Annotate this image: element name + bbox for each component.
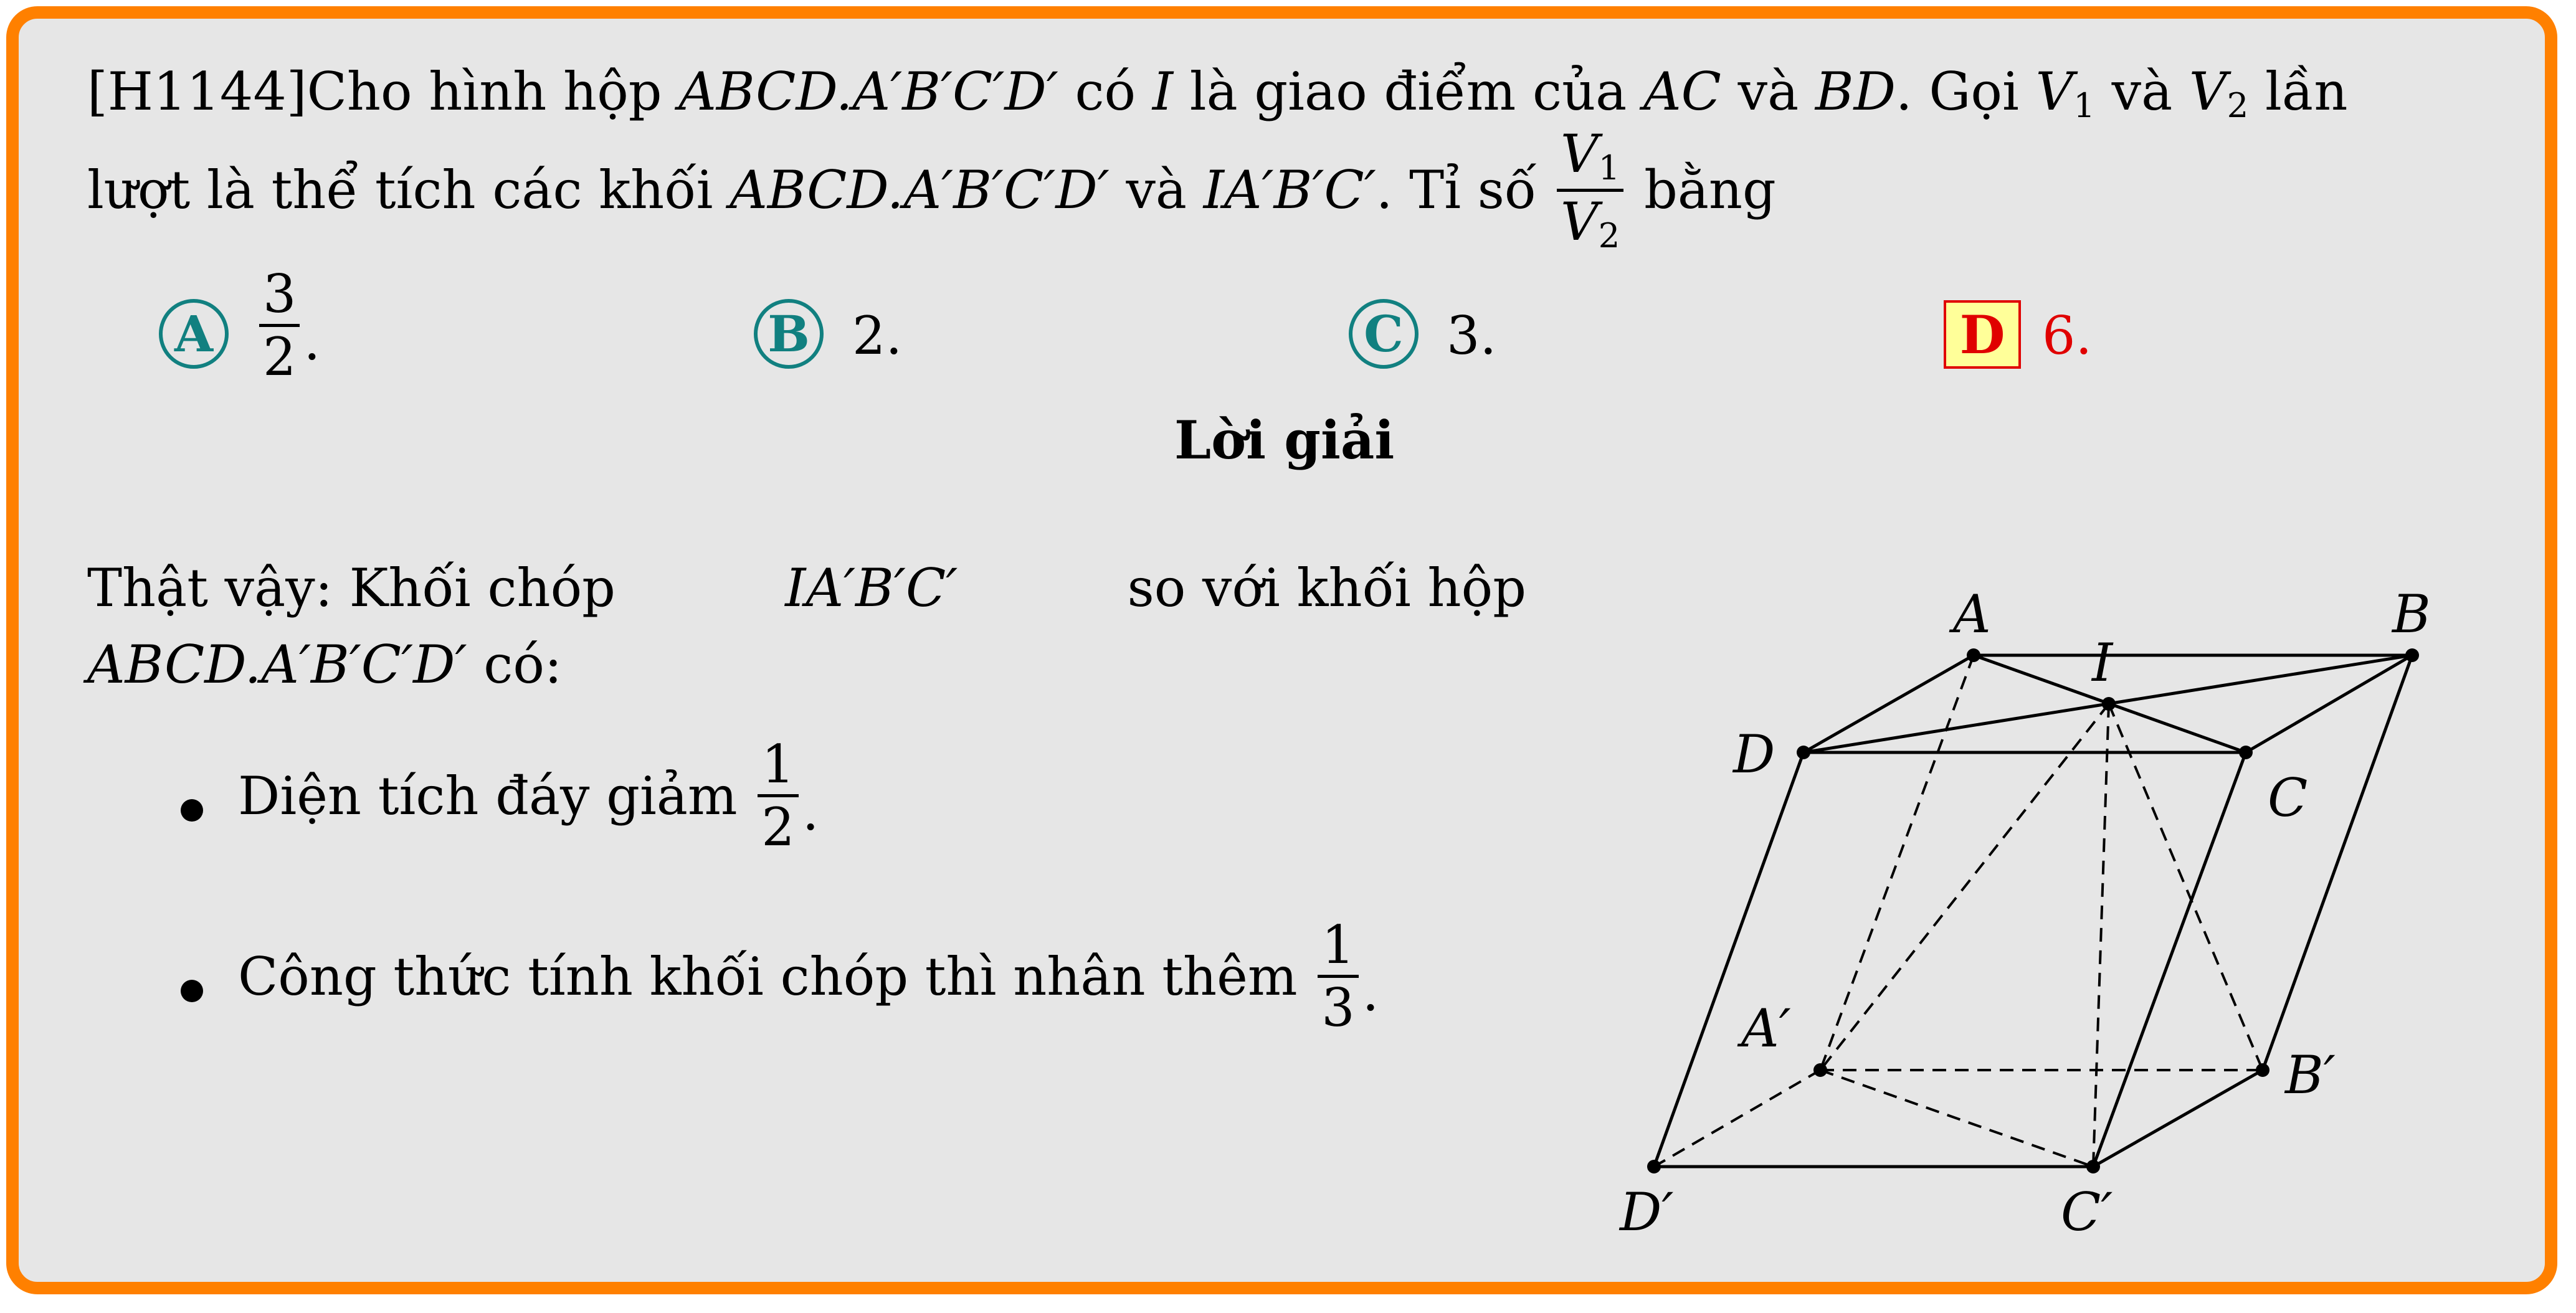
solution-intro-line-2: ABCD.A′B′C′D′ có: [87, 634, 563, 695]
bullet-item-2: Công thức tính khối chóp thì nhân thêm $\frac{1}{3}$ . [238, 914, 1379, 1038]
box-name: ABCD.A′B′C′D′ [678, 61, 1058, 122]
label-A1: A′ [1741, 998, 1791, 1059]
label-D: D [1733, 724, 1775, 785]
bullet-dot [181, 799, 203, 822]
problem-line-2: lượt là thể tích các khối ABCD.A′B′C′D′ và IA′B′C′ . Tỉ số $\frac{V_1}{V_2}$ bằng [87, 123, 1776, 255]
choice-b-marker[interactable]: B [754, 299, 824, 369]
label-A: A [1953, 584, 1991, 645]
label-C1: C′ [2061, 1182, 2113, 1243]
choice-b-value[interactable]: 2. [852, 305, 903, 366]
choice-a-value[interactable]: $\frac{3}{2}$ . [255, 268, 320, 383]
choice-d-marker-correct[interactable]: D [1944, 300, 2021, 369]
bullet-dot [181, 980, 203, 1002]
label-I: I [2092, 632, 2113, 693]
choice-a-marker[interactable]: A [159, 299, 229, 369]
label-B1: B′ [2285, 1045, 2336, 1106]
ratio-fraction: $\frac{V_1}{V_2}$ [1557, 128, 1623, 252]
choice-c-marker[interactable]: C [1349, 299, 1419, 369]
label-D1: D′ [1620, 1182, 1674, 1243]
choice-c-value[interactable]: 3. [1447, 305, 1497, 366]
problem-line-1: [H1144]Cho hình hộp ABCD.A′B′C′D′ có I là giao điểm của AC và BD. Gọi $V_1$ và $V_2$ lần [87, 61, 2348, 125]
choice-d-value[interactable]: 6. [2042, 305, 2093, 366]
solution-intro-line-1: Thật vậy: Khối chóp IA′B′C′ so với khối hộp [87, 557, 1526, 619]
bullet-item-1: Diện tích đáy giảm $\frac{1}{2}$ . [238, 734, 819, 858]
problem-code: [H1144] [87, 61, 307, 122]
label-C: C [2268, 767, 2308, 828]
solution-heading: Lời giải [1174, 409, 1395, 471]
label-B: B [2392, 584, 2431, 645]
